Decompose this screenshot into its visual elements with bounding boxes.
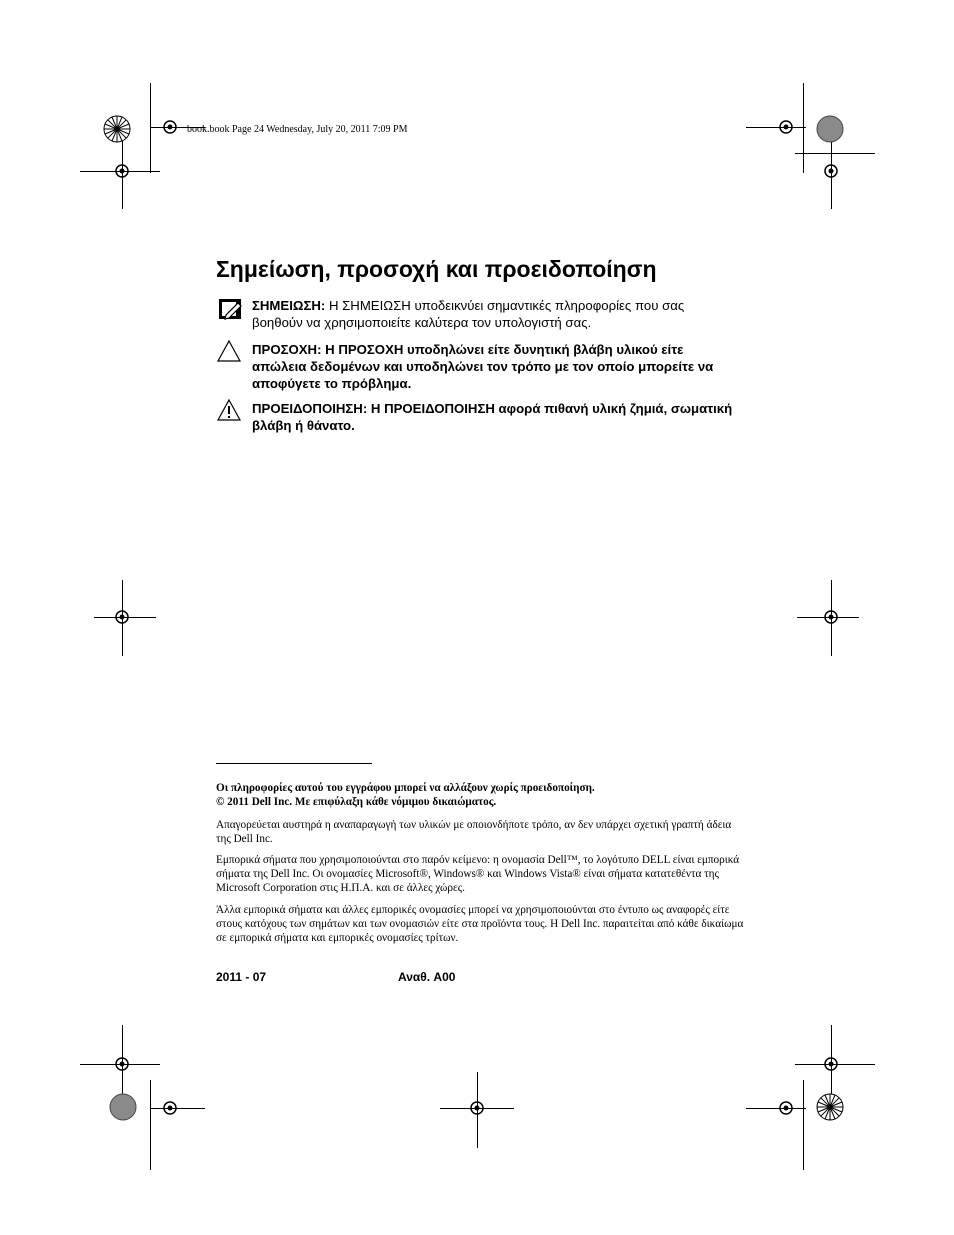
pencil-note-icon — [218, 298, 244, 322]
warning-text — [252, 400, 736, 434]
registration-target-icon — [776, 117, 796, 137]
legal-paragraph-3-block — [216, 903, 746, 945]
legal-paragraph-1-block — [216, 818, 746, 846]
registration-target-icon — [821, 1054, 841, 1074]
registration-target-icon — [160, 117, 180, 137]
legal-paragraph-1: Απαγορεύεται αυστηρά η αναπαραγωγή των υλικών με οποιονδήποτε τρόπο, αν δεν υπάρχει σχετική γραπτή άδεια της Dell Inc. — [216, 819, 732, 845]
warning-triangle-icon — [216, 398, 242, 422]
revision-label: Αναθ. A00 — [398, 970, 456, 984]
caution-body: Η ΠΡΟΣΟΧΗ υποδηλώνει είτε δυνητική βλάβη υλικού είτε απώλεια δεδομένων και υποδηλώνει τον τρόπο με τον οποίο μπορείτε να αποφύγετε το πρόβλημα. — [252, 342, 714, 391]
starburst-mark-icon — [815, 1092, 845, 1122]
warning-label: ΠΡΟΕΙΔΟΠΟΙΗΣΗ: — [252, 401, 368, 416]
caution-label: ΠΡΟΣΟΧΗ: — [252, 342, 322, 357]
grey-wheel-mark-icon — [815, 114, 845, 144]
note-block — [216, 297, 736, 331]
warning-body: Η ΠΡΟΕΙΔΟΠΟΙΗΣΗ αφορά πιθανή υλική ζημιά, σωματική βλάβη ή θάνατο. — [252, 401, 733, 433]
registration-target-icon — [112, 161, 132, 181]
registration-target-icon — [112, 1054, 132, 1074]
footnote-divider — [216, 763, 372, 764]
registration-target-icon — [776, 1098, 796, 1118]
legal-paragraph-3: Άλλα εμπορικά σήματα και άλλες εμπορικές ονομασίες μπορεί να χρησιμοποιούνται στο έντυπο ως αναφορές είτε στους κατόχους των σημάτων και των ονομασιών είτε στα προϊόντα τους. Η Dell Inc. παραιτείται από κάθε δικαίωμα σε εμπορικά σήματα και εμπορικές ονομασίες τρίτων. — [216, 904, 744, 944]
grey-wheel-mark-icon — [108, 1092, 138, 1122]
copyright-line: © 2011 Dell Inc. Με επιφύλαξη κάθε νόμιμου δικαιώματος. — [216, 796, 497, 808]
warning-block — [216, 400, 736, 434]
registration-target-icon — [467, 1098, 487, 1118]
registration-target-icon — [112, 607, 132, 627]
starburst-mark-icon — [102, 114, 132, 144]
legal-notice — [216, 781, 746, 809]
legal-paragraph-2-block — [216, 853, 746, 895]
caution-triangle-icon — [216, 339, 242, 363]
note-body: Η ΣΗΜΕΙΩΣΗ υποδεικνύει σημαντικές πληροφορίες που σας βοηθούν να χρησιμοποιείτε καλύτερα τον υπολογιστή σας. — [252, 298, 685, 330]
registration-target-icon — [821, 607, 841, 627]
registration-target-icon — [160, 1098, 180, 1118]
print-header-stamp: book.book Page 24 Wednesday, July 20, 2011 7:09 PM — [187, 124, 408, 135]
publication-date: 2011 - 07 — [216, 970, 267, 984]
page-title: Σημείωση, προσοχή και προειδοποίηση — [216, 256, 657, 282]
caution-block — [216, 341, 736, 392]
legal-paragraph-2: Εμπορικά σήματα που χρησιμοποιούνται στο παρόν κείμενο: η ονομασία Dell™, το λογότυπο DELL είναι εμπορικά σήματα της Dell Inc. Οι ονομασίες Microsoft®, Windows® και Windows Vista® είναι σήματα κατατεθέντα της Microsoft Corporation στις Η.Π.Α. και σε άλλες χώρες. — [216, 854, 740, 894]
legal-change-notice: Οι πληροφορίες αυτού του εγγράφου μπορεί να αλλάξουν χωρίς προειδοποίηση. — [216, 782, 595, 794]
note-text — [252, 297, 736, 331]
caution-text — [252, 341, 736, 392]
registration-target-icon — [821, 161, 841, 181]
note-label: ΣΗΜΕΙΩΣΗ: — [252, 298, 326, 313]
